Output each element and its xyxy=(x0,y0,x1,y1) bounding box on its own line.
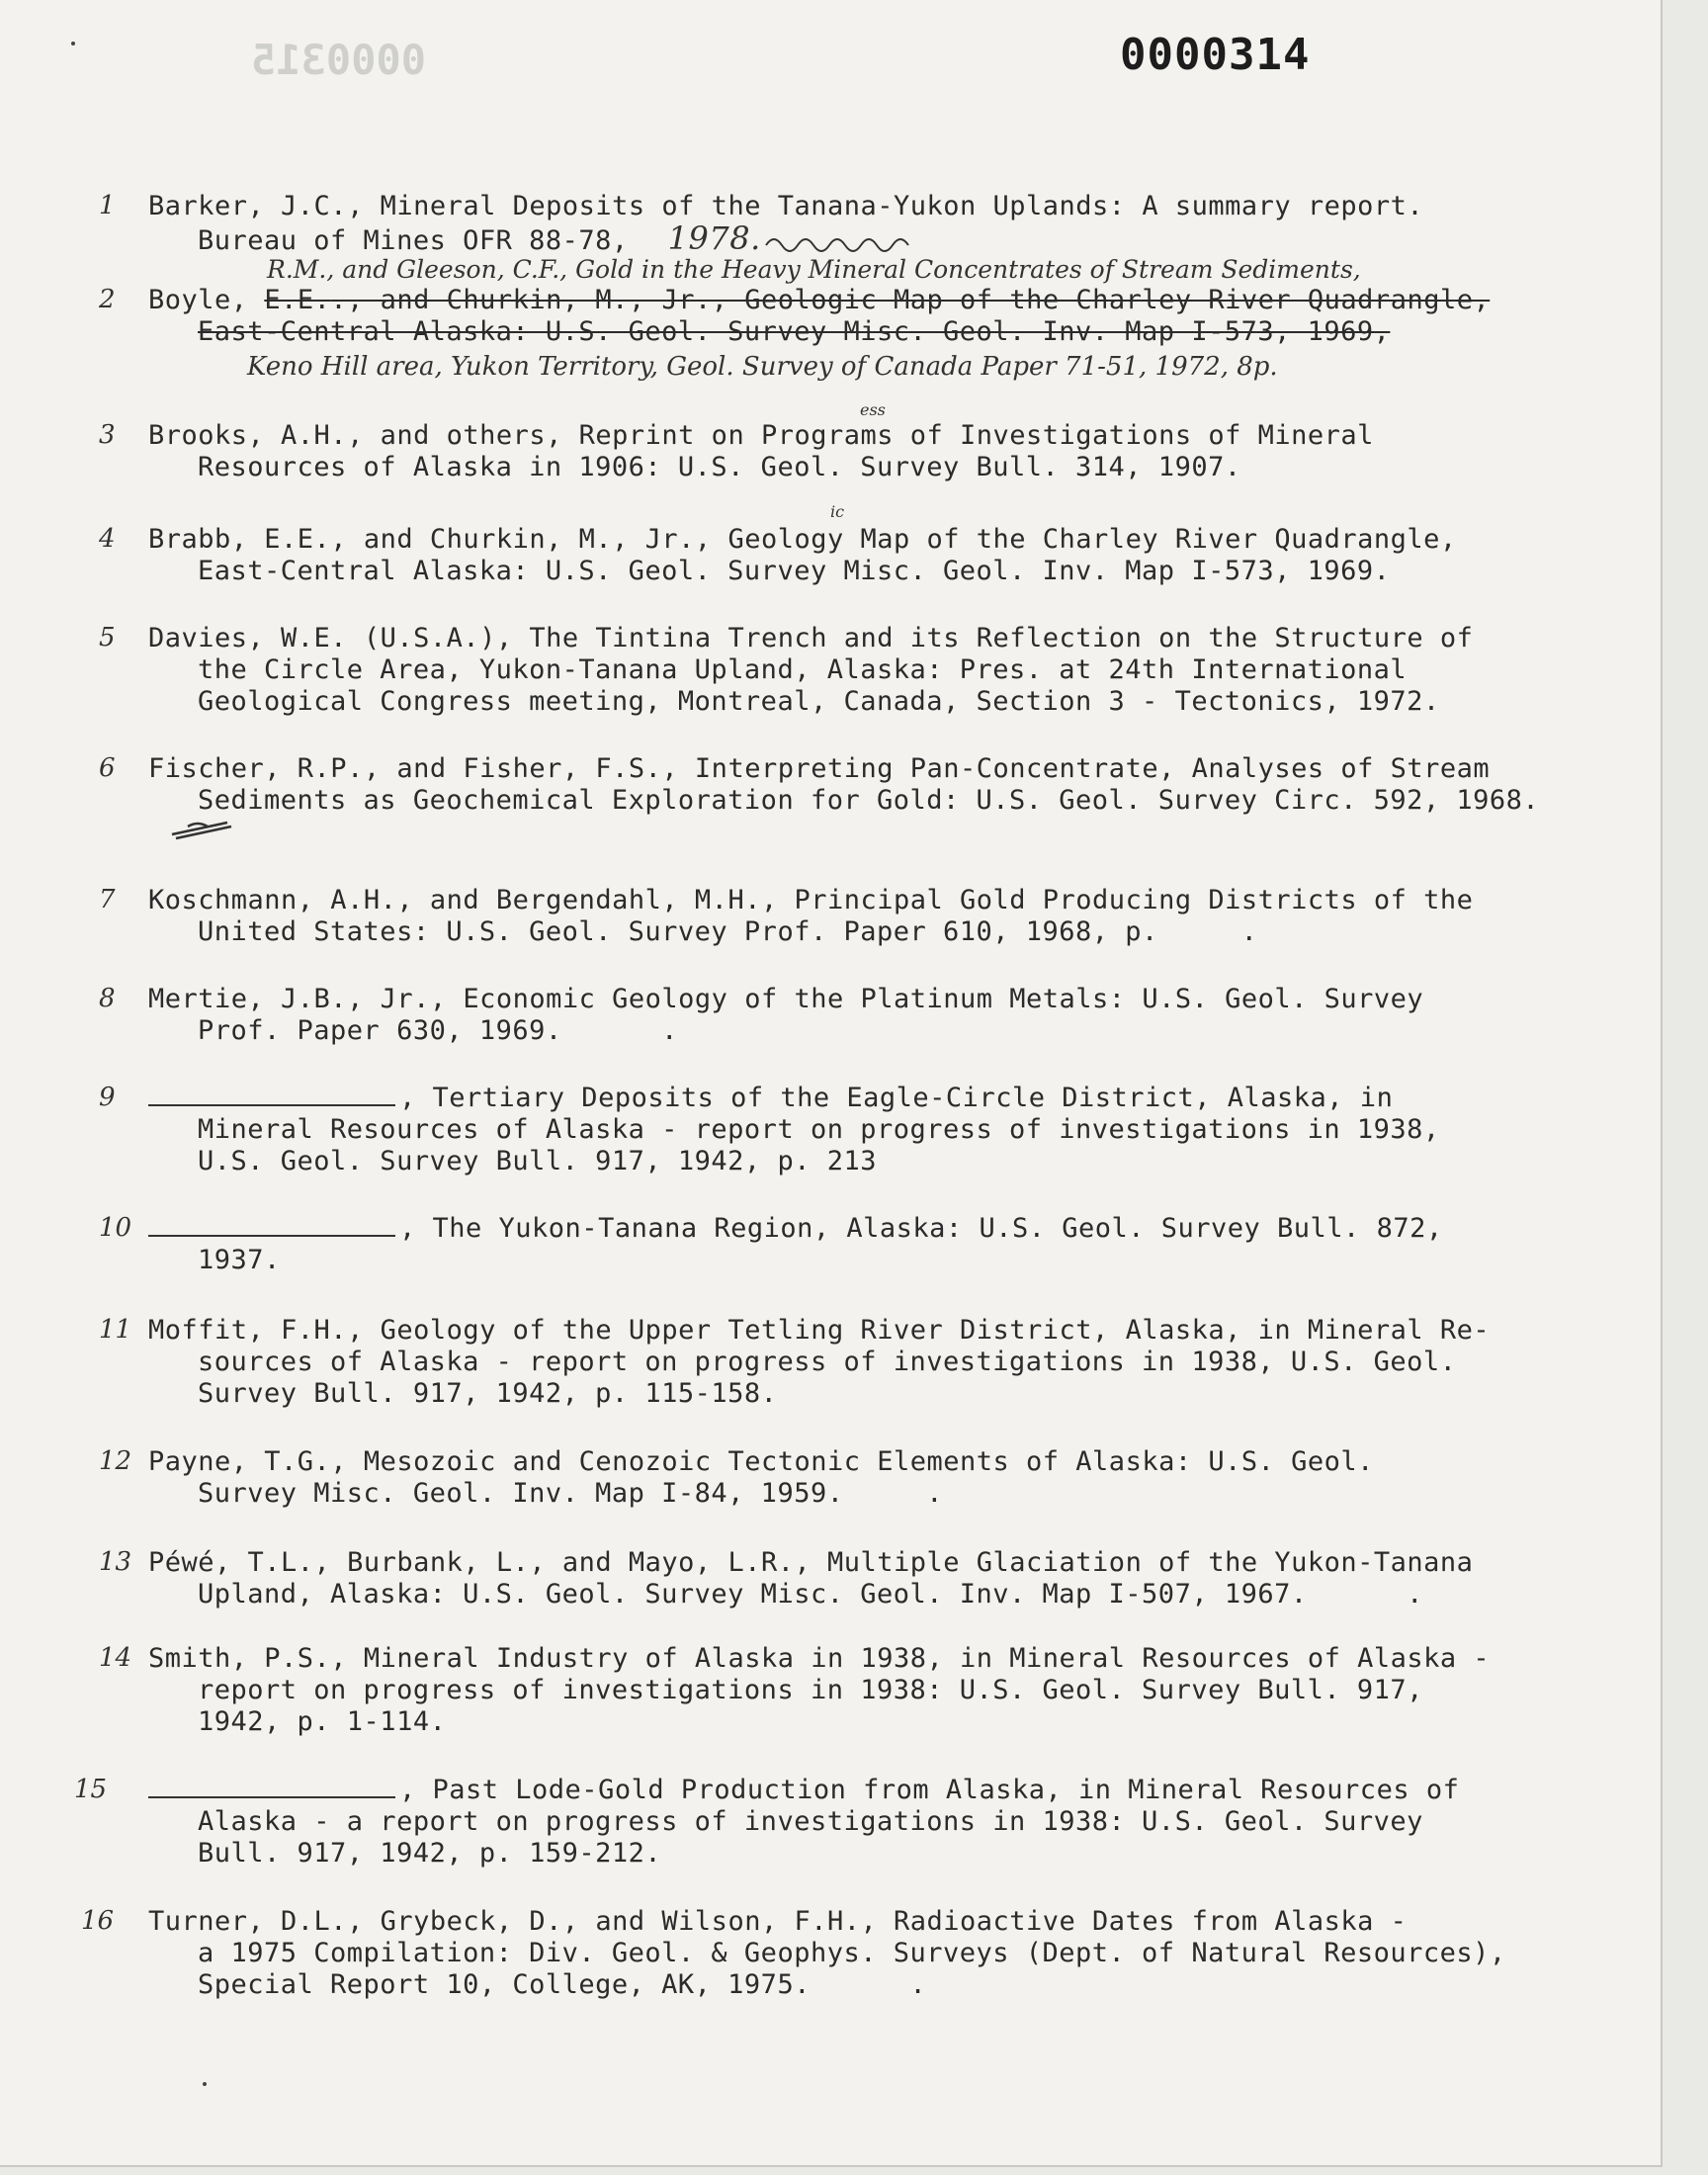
entry-line: Sediments as Geochemical Exploration for Gold: U.S. Geol. Survey Circ. 592, 1968. xyxy=(198,785,1540,816)
reference-entry-3 xyxy=(99,400,1542,483)
struck-text: ., and Churkin, M., Jr., Geologic Map of the Charley River Quadrangle, xyxy=(330,285,1491,315)
struck-text: East-Central Alaska: U.S. Geol. Survey Misc. Geol. Inv. Map I-573, 1969, xyxy=(198,316,1391,347)
entry-line: Smith, P.S., Mineral Industry of Alaska in 1938, in Mineral Resources of Alaska - xyxy=(148,1643,1491,1674)
handwritten-correction: ess xyxy=(860,400,886,419)
reference-entry-7 xyxy=(99,885,1542,948)
reference-entry-6 xyxy=(99,753,1542,846)
scan-speck xyxy=(71,42,75,45)
entry-line: sources of Alaska - report on progress of investigations in 1938, U.S. Geol. xyxy=(198,1347,1457,1377)
entry-line: United States: U.S. Geol. Survey Prof. Paper 610, 1968, p. . xyxy=(198,916,1258,947)
reference-entry-5 xyxy=(99,623,1542,718)
entry-number: 3 xyxy=(99,420,116,450)
entry-line: Davies, W.E. (U.S.A.), The Tintina Trench and its Reflection on the Structure of xyxy=(148,623,1474,653)
reference-entry-8 xyxy=(99,984,1542,1047)
entry-line: the Circle Area, Yukon-Tanana Upland, Alaska: Pres. at 24th International xyxy=(198,654,1408,685)
entry-number: 2 xyxy=(99,285,116,314)
entry-line: Alaska - a report on progress of investigations in 1938: U.S. Geol. Survey xyxy=(198,1806,1423,1837)
entry-line: , The Yukon-Tanana Region, Alaska: U.S. Geol. Survey Bull. 872, xyxy=(399,1213,1443,1244)
entry-line: Bureau of Mines OFR 88-78, xyxy=(198,225,629,256)
entry-line: Bull. 917, 1942, p. 159-212. xyxy=(198,1838,662,1869)
reference-entry-16 xyxy=(81,1906,1542,2001)
entry-number: 11 xyxy=(99,1315,132,1345)
reference-entry-13 xyxy=(99,1547,1542,1610)
handwritten-insertion: Keno Hill area, Yukon Territory, Geol. Survey of Canada Paper 71-51, 1972, 8p. xyxy=(247,352,1278,382)
entry-number: 9 xyxy=(99,1083,116,1112)
entry-number: 14 xyxy=(99,1643,132,1673)
entry-line: Prof. Paper 630, 1969. . xyxy=(198,1015,678,1046)
entry-line: Moffit, F.H., Geology of the Upper Tetling River District, Alaska, in Mineral Re- xyxy=(148,1315,1491,1346)
scribble-mark xyxy=(761,227,909,257)
entry-line: Turner, D.L., Grybeck, D., and Wilson, F.H., Radioactive Dates from Alaska - xyxy=(148,1906,1408,1937)
reference-entry-12 xyxy=(99,1446,1542,1510)
entry-line: Koschmann, A.H., and Bergendahl, M.H., Principal Gold Producing Districts of the xyxy=(148,885,1474,915)
entry-line-wrap xyxy=(148,1083,1542,1114)
entry-number: 12 xyxy=(99,1446,132,1476)
entry-line: Resources of Alaska in 1906: U.S. Geol. Survey Bull. 314, 1907. xyxy=(198,452,1241,482)
entry-line: Barker, J.C., Mineral Deposits of the Tanana-Yukon Uplands: A summary report. xyxy=(148,191,1424,221)
reference-entry-11 xyxy=(99,1315,1542,1410)
entry-line: Fischer, R.P., and Fisher, F.S., Interpreting Pan-Concentrate, Analyses of Stream xyxy=(148,753,1491,784)
reference-entry-4 xyxy=(99,502,1542,587)
handwritten-correction: ic xyxy=(830,502,845,521)
entry-line: U.S. Geol. Survey Bull. 917, 1942, p. 213 xyxy=(198,1146,877,1176)
entry-number: 10 xyxy=(99,1213,132,1243)
entry-number: 4 xyxy=(99,524,116,554)
entry-number: 5 xyxy=(99,623,116,652)
entry-number: 7 xyxy=(99,885,116,914)
struck-text: E.E. xyxy=(264,285,331,315)
entry-number: 13 xyxy=(99,1547,132,1577)
entry-line: Survey Bull. 917, 1942, p. 115-158. xyxy=(198,1378,778,1409)
repeat-author-blank xyxy=(148,1104,395,1106)
entry-line: a 1975 Compilation: Div. Geol. & Geophys. Surveys (Dept. of Natural Resources), xyxy=(198,1938,1506,1968)
entry-line: report on progress of investigations in 1938: U.S. Geol. Survey Bull. 917, xyxy=(198,1675,1423,1705)
scan-speck xyxy=(203,2082,207,2086)
entry-line: Upland, Alaska: U.S. Geol. Survey Misc. Geol. Inv. Map I-507, 1967. . xyxy=(198,1579,1423,1610)
entry-line: 1942, p. 1-114. xyxy=(198,1706,447,1737)
entry-line-wrap xyxy=(148,1775,1542,1806)
handwritten-note: 1978. xyxy=(667,219,761,257)
entry-line-wrap xyxy=(198,219,1542,257)
entry-line: , Past Lode-Gold Production from Alaska, in Mineral Resources of xyxy=(399,1775,1460,1805)
repeat-author-blank xyxy=(148,1235,395,1237)
entry-line: East-Central Alaska: U.S. Geol. Survey Misc. Geol. Inv. Map I-573, 1969. xyxy=(198,556,1391,586)
entry-number: 1 xyxy=(99,191,116,220)
entry-line: Special Report 10, College, AK, 1975. . xyxy=(198,1969,927,2000)
entry-line: Payne, T.G., Mesozoic and Cenozoic Tectonic Elements of Alaska: U.S. Geol. xyxy=(148,1446,1374,1477)
document-number: 0000314 xyxy=(1120,30,1311,80)
entry-line: 1937. xyxy=(198,1245,281,1275)
entry-line-wrap xyxy=(148,285,1542,316)
repeat-author-blank xyxy=(148,1796,395,1798)
reference-entry-9 xyxy=(99,1083,1542,1177)
entry-number: 16 xyxy=(81,1906,115,1936)
entry-line: Mineral Resources of Alaska - report on progress of investigations in 1938, xyxy=(198,1114,1440,1145)
entry-line: Geological Congress meeting, Montreal, Canada, Section 3 - Tectonics, 1972. xyxy=(198,686,1440,717)
entry-line: Boyle, xyxy=(148,285,248,315)
entry-line-wrap xyxy=(148,1213,1542,1245)
reference-entry-1 xyxy=(99,191,1542,257)
entry-line: Brabb, E.E., and Churkin, M., Jr., Geology Map of the Charley River Quadrangle, xyxy=(148,524,1457,555)
handwritten-insertion: R.M., and Gleeson, C.F., Gold in the Heavy Mineral Concentrates of Stream Sediments, xyxy=(267,255,1361,284)
entry-body xyxy=(99,285,1542,382)
reference-entry-14 xyxy=(99,1643,1542,1738)
entry-number: 8 xyxy=(99,984,116,1013)
entry-number: 15 xyxy=(74,1775,108,1804)
entry-line: Mertie, J.B., Jr., Economic Geology of the Platinum Metals: U.S. Geol. Survey xyxy=(148,984,1424,1014)
entry-line: , Tertiary Deposits of the Eagle-Circle District, Alaska, in xyxy=(399,1083,1394,1113)
entry-line: Brooks, A.H., and others, Reprint on Programs of Investigations of Mineral xyxy=(148,420,1374,451)
reference-entry-15 xyxy=(74,1775,1542,1870)
bleed-through-number: 0000315 xyxy=(251,36,427,84)
entry-line: Survey Misc. Geol. Inv. Map I-84, 1959. . xyxy=(198,1478,943,1509)
entry-number: 6 xyxy=(99,753,116,783)
scribble-mark xyxy=(168,817,237,842)
entry-line: Péwé, T.L., Burbank, L., and Mayo, L.R., Multiple Glaciation of the Yukon-Tanana xyxy=(148,1547,1474,1578)
reference-entry-10 xyxy=(99,1213,1542,1276)
